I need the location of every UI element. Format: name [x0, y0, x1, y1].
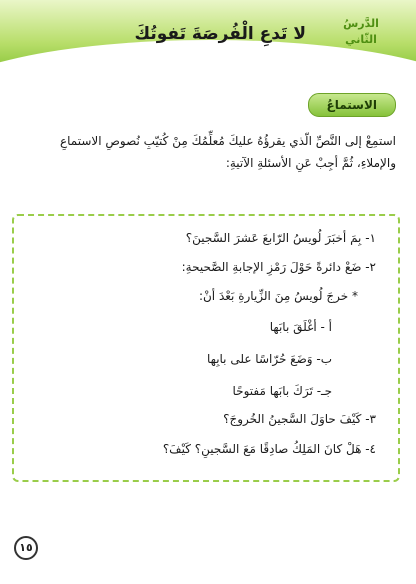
question-1: ١- بِمَ أخبَرَ لُويسُ الرّابعَ عَشرَ السَّجينَ؟	[185, 231, 376, 245]
page-title: لا تَدعِ الْفُرصَةَ تَفوتُكَ	[134, 24, 306, 44]
instructions-paragraph: استمِعْ إلى النَّصِّ الّذي يقرؤُهُ عليكَ مُعلِّمُكَ مِنْ كُتيّبِ نُصوصِ الاستماعِ والإملاءِ، ثُمَّ أجِبْ عَنِ الأسئلةِ الآتيةِ:	[59, 134, 396, 170]
question-2: ٢- ضَعْ دائرةً حَوْلَ رَمْزِ الإجابةِ الصَّحيحةِ:	[181, 260, 376, 274]
option-b: ب- وَضَعَ حُرّاسًا على بابِها	[207, 352, 332, 366]
question-2-stem: * خرجَ لُويسُ مِنَ الزِّيارةِ بَعْدَ أنْ:	[198, 289, 358, 303]
option-a: أ - أغْلَقَ بابَها	[269, 320, 332, 334]
lesson-badge-label: الدَّرسُ	[343, 17, 379, 30]
question-3: ٣- كَيْفَ حاوَلَ السَّجينُ الخُروجَ؟	[223, 412, 376, 426]
option-c: جـ- تَرَكَ بابَها مَفتوحًا	[232, 384, 332, 398]
question-4: ٤- هَلْ كانَ المَلِكُ صادِقًا مَعَ السَّجينِ؟ كَيْفَ؟	[162, 442, 376, 456]
lesson-badge	[324, 16, 398, 56]
page-header	[0, 0, 416, 78]
lesson-badge-number: الثّاني	[345, 33, 377, 46]
section-tag-listening: الاستماعُ	[308, 93, 397, 117]
page-number: ١٥	[14, 536, 38, 560]
